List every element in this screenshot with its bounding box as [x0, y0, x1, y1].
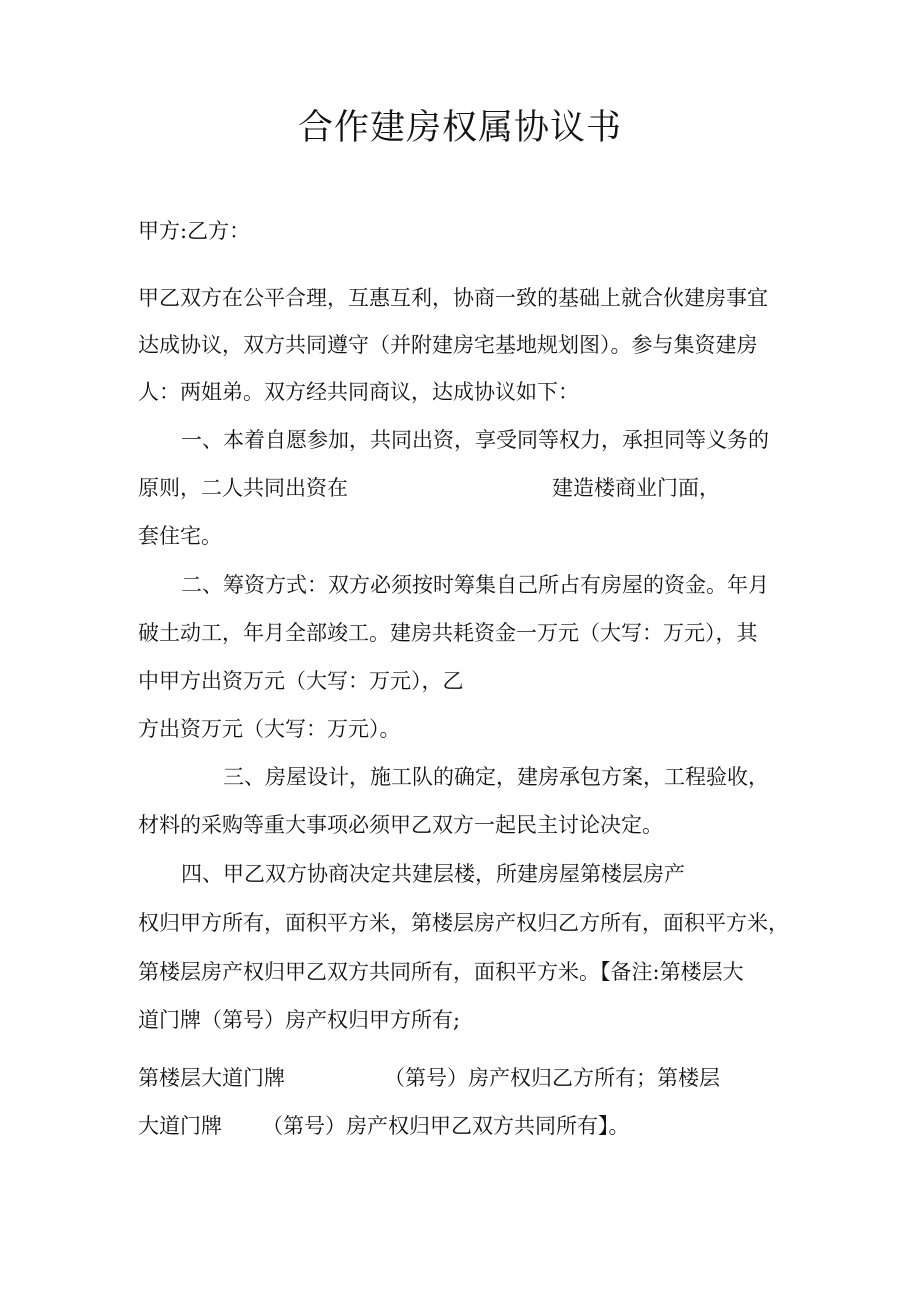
clause4-line-3: 第楼层房产权归甲乙双方共同所有，面积平方米。【备注:第楼层大 [138, 960, 744, 984]
clause4-line-1: 四、甲乙双方协商决定共建层楼，所建房屋第楼层房产 [181, 862, 685, 886]
clause2-line-2: 破土动工，年月全部竣工。建房共耗资金一万元（大写：万元），其 [138, 621, 758, 645]
clause4-tail-line-1-left: 第楼层大道门牌 [138, 1066, 285, 1090]
document-title: 合作建房权属协议书 [297, 108, 622, 148]
clause1-line-3: 套住宅。 [138, 524, 222, 548]
clause1-line-2-left: 原则，二人共同出资在 [138, 476, 348, 500]
clause4-tail-line-1-right: （第号）房产权归乙方所有；第楼层 [384, 1066, 720, 1090]
clause3-line-1: 三、房屋设计，施工队的确定，建房承包方案，工程验收， [223, 765, 769, 789]
clause1-line-1: 一、本着自愿参加，共同出资，享受同等权力，承担同等义务的 [181, 428, 769, 452]
clause4-line-2: 权归甲方所有，面积平方米，第楼层房产权归乙方所有，面积平方米， [138, 911, 789, 935]
clause4-line-4: 道门牌（第号）房产权归甲方所有; [138, 1008, 461, 1032]
clause1-line-2-right: 建造楼商业门面， [552, 476, 720, 500]
clause4-tail-line-2-left: 大道门牌 [138, 1114, 222, 1138]
clause2-line-1: 二、筹资方式：双方必须按时筹集自己所占有房屋的资金。年月 [181, 573, 769, 597]
intro-line-1: 甲乙双方在公平合理，互惠互利，协商一致的基础上就合伙建房事宜 [138, 286, 768, 310]
parties-line: 甲方:乙方： [138, 219, 251, 243]
clause2-line-3: 中甲方出资万元（大写：万元），乙 [138, 669, 464, 693]
intro-line-2: 达成协议，双方共同遵守（并附建房宅基地规划图）。参与集资建房 [138, 333, 758, 357]
clause2-line-4: 方出资万元（大写：万元）。 [138, 717, 401, 741]
clause3-line-2: 材料的采购等重大事项必须甲乙双方一起民主讨论决定。 [138, 813, 663, 837]
intro-line-3: 人：两姐弟。双方经共同商议，达成协议如下： [138, 380, 579, 404]
clause4-tail-line-2-right: （第号）房产权归甲乙双方共同所有】。 [262, 1114, 630, 1138]
